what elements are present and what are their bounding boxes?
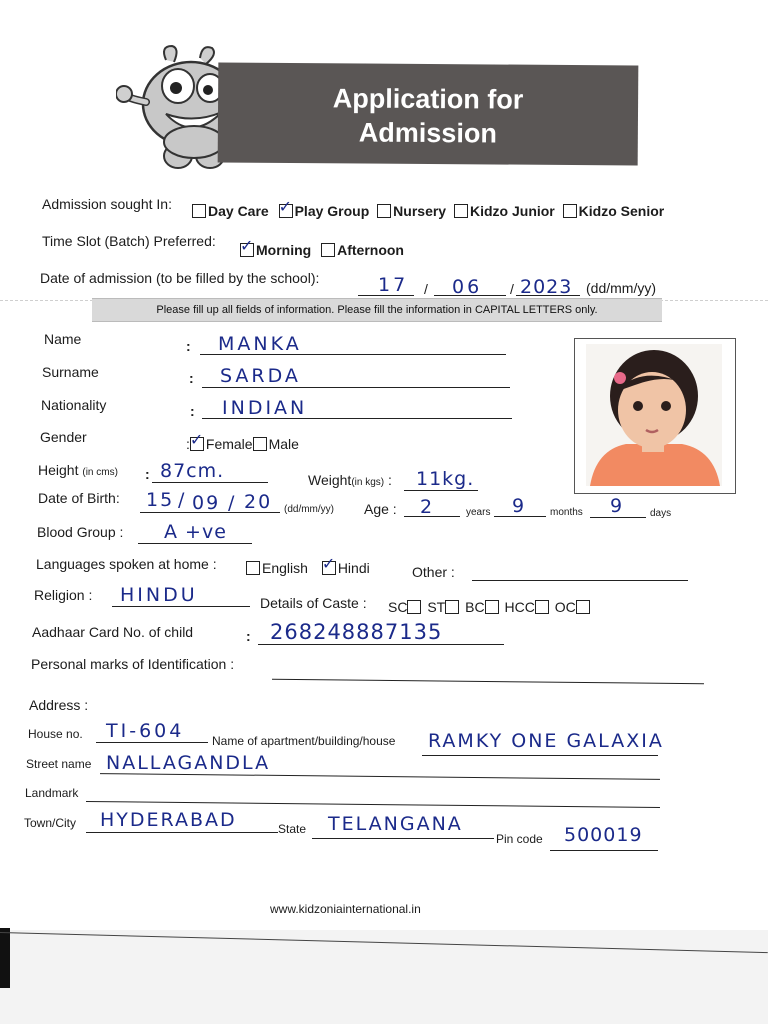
check-mark-icon: ✓ <box>189 432 204 449</box>
languages-label: Languages spoken at home : <box>36 556 217 572</box>
weight-label-text: Weight <box>308 472 352 488</box>
height-unit: (in cms) <box>82 467 118 478</box>
date-separator: / <box>424 281 428 297</box>
kidzo-junior-checkbox[interactable] <box>454 204 468 218</box>
option-afternoon: Afternoon <box>337 242 404 258</box>
colon: : <box>145 466 150 482</box>
height-label <box>38 462 118 478</box>
option-female: Female <box>205 436 253 452</box>
option-sc: SC <box>388 599 408 615</box>
town-city-label: Town/City <box>24 816 77 830</box>
hcc-checkbox[interactable] <box>535 600 549 614</box>
hindi-checkbox[interactable] <box>321 556 336 575</box>
option-kidzo-senior: Kidzo Senior <box>578 203 665 219</box>
state-label: State <box>278 822 307 836</box>
scan-background <box>0 930 768 1024</box>
surname-value: SARDA <box>220 365 301 387</box>
scan-edge <box>0 928 10 988</box>
option-hindi: Hindi <box>337 560 370 576</box>
dob-day-value: 15 <box>146 489 175 511</box>
admission-sought-label: Admission sought In: <box>42 196 172 212</box>
dob-format-hint: (dd/mm/yy) <box>284 504 334 515</box>
english-checkbox[interactable] <box>246 561 260 575</box>
option-bc: BC <box>465 599 485 615</box>
dob-separator: / <box>178 489 185 511</box>
title-line-1: Application for <box>332 83 524 115</box>
check-mark-icon: ✓ <box>278 199 292 216</box>
pin-code-label: Pin code <box>496 832 543 846</box>
gender-options <box>186 432 299 452</box>
title-line-2: Admission <box>358 117 497 149</box>
colon: : <box>186 436 190 452</box>
language-options <box>246 556 370 576</box>
st-checkbox[interactable] <box>445 600 459 614</box>
admission-day-value: 17 <box>378 274 409 296</box>
admission-sought-options <box>192 199 665 219</box>
option-morning: Morning <box>256 242 312 258</box>
option-play-group: Play Group <box>294 203 370 219</box>
blood-group-label: Blood Group : <box>37 524 124 540</box>
time-slot-options <box>240 238 404 258</box>
option-english: English <box>262 560 308 576</box>
age-years-value: 2 <box>420 496 436 518</box>
website-footer: www.kidzoniainternational.in <box>270 902 421 916</box>
height-label-text: Height <box>38 462 79 478</box>
surname-label: Surname <box>42 364 99 380</box>
age-months-value: 9 <box>512 495 528 517</box>
child-portrait-icon <box>586 344 722 486</box>
street-name-value: NALLAGANDLA <box>106 752 271 774</box>
blood-group-value: A +ve <box>164 521 227 543</box>
house-no-value: TI-604 <box>106 720 185 742</box>
option-day-care: Day Care <box>208 203 269 219</box>
instruction-strip: Please fill up all fields of information. Please fill the information in CAPITAL LETTERS only. <box>92 298 662 322</box>
town-city-value: HYDERABAD <box>100 809 237 831</box>
aadhaar-label: Aadhaar Card No. of child <box>32 624 194 640</box>
admission-year-value: 2023 <box>520 276 573 298</box>
kidzo-senior-checkbox[interactable] <box>563 204 577 218</box>
weight-unit: (in kgs) <box>351 477 385 488</box>
nationality-value: INDIAN <box>222 397 308 419</box>
playgroup-checkbox[interactable] <box>278 199 293 218</box>
pin-code-value: 500019 <box>564 824 643 846</box>
bc-checkbox[interactable] <box>485 600 499 614</box>
option-oc: OC <box>554 599 576 615</box>
title-banner <box>218 63 639 166</box>
nursery-checkbox[interactable] <box>377 204 391 218</box>
caste-label: Details of Caste : <box>260 595 367 611</box>
street-name-label: Street name <box>26 757 92 771</box>
weight-label <box>308 472 392 488</box>
colon: : <box>450 564 455 580</box>
option-male: Male <box>268 436 299 452</box>
morning-checkbox[interactable] <box>240 238 254 257</box>
date-separator: / <box>510 281 514 297</box>
house-no-label: House no. <box>28 727 83 741</box>
option-hcc: HCC <box>504 599 535 615</box>
colon: : <box>189 370 194 386</box>
colon: : <box>246 628 251 644</box>
colon: : <box>190 403 195 419</box>
other-language-label <box>412 564 455 580</box>
caste-options <box>388 599 592 615</box>
identification-marks-label: Personal marks of Identification : <box>31 656 235 672</box>
dob-label: Date of Birth: <box>38 490 120 506</box>
option-kidzo-junior: Kidzo Junior <box>469 203 555 219</box>
admission-month-value: 06 <box>452 276 483 298</box>
age-label: Age : <box>364 501 397 517</box>
dob-month-value: 09 <box>192 492 221 514</box>
female-checkbox[interactable] <box>189 432 204 451</box>
religion-value: HINDU <box>120 584 198 606</box>
building-value: RAMKY ONE GALAXIA <box>428 730 664 752</box>
time-slot-label: Time Slot (Batch) Preferred: <box>42 233 216 249</box>
other-label-text: Other <box>412 564 448 580</box>
option-st: ST <box>427 599 446 615</box>
dob-separator: / <box>228 492 235 514</box>
name-value: MANKA <box>218 333 302 355</box>
nationality-label: Nationality <box>41 397 107 413</box>
daycare-checkbox[interactable] <box>192 204 206 218</box>
religion-label: Religion : <box>34 587 93 603</box>
option-nursery: Nursery <box>393 203 447 219</box>
state-value: TELANGANA <box>328 813 463 835</box>
afternoon-checkbox[interactable] <box>321 243 335 257</box>
date-format-hint: (dd/mm/yy) <box>586 280 656 296</box>
age-months-label: months <box>550 507 583 518</box>
oc-checkbox[interactable] <box>576 600 590 614</box>
age-days-value: 9 <box>610 495 626 517</box>
colon: : <box>186 338 191 354</box>
check-mark-icon: ✓ <box>321 556 336 573</box>
dob-year-value: 20 <box>244 491 273 513</box>
age-days-label: days <box>650 508 672 519</box>
child-photo <box>586 344 722 486</box>
landmark-label: Landmark <box>25 786 79 800</box>
address-label: Address : <box>29 697 89 713</box>
building-label: Name of apartment/building/house <box>212 734 396 748</box>
colon: : <box>388 472 392 488</box>
sc-checkbox[interactable] <box>407 600 421 614</box>
weight-value: 11kg. <box>416 468 475 490</box>
height-value: 87cm. <box>160 460 225 482</box>
name-label: Name <box>44 331 82 347</box>
check-mark-icon: ✓ <box>240 238 254 255</box>
gender-label: Gender <box>40 429 87 445</box>
male-checkbox[interactable] <box>253 437 267 451</box>
aadhaar-value: 268248887135 <box>270 620 443 644</box>
date-of-admission-label: Date of admission (to be filled by the school): <box>40 270 320 286</box>
age-years-label: years <box>466 507 491 518</box>
